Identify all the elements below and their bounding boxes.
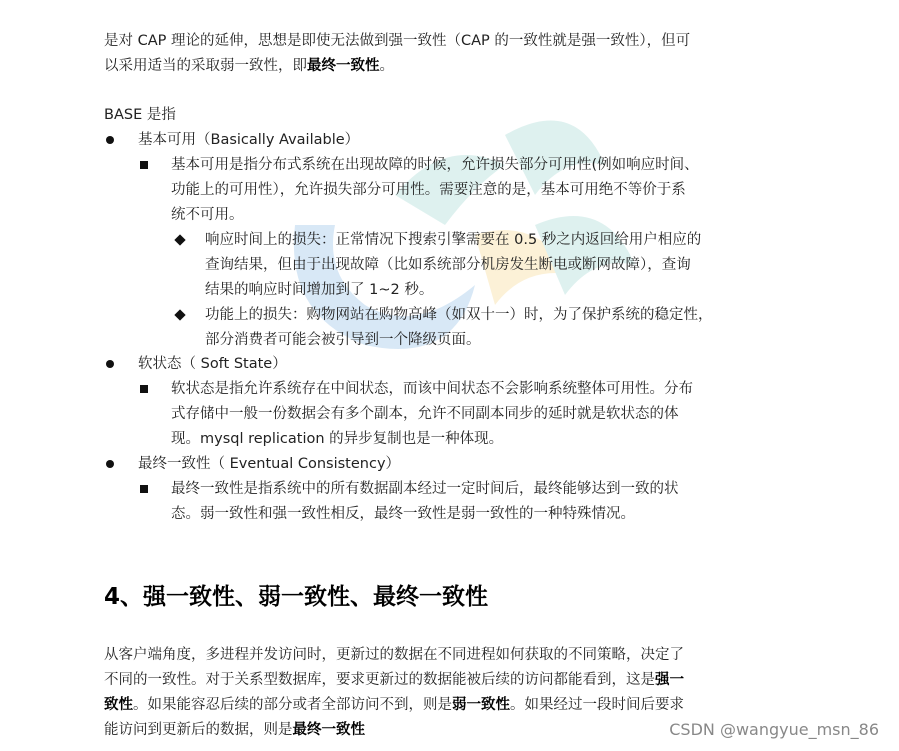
bullet-dot <box>106 360 114 368</box>
section4-line-3: 致性。如果能容忍后续的部分或者全部访问不到，则是弱一致性。如果经过一段时间后要求 <box>104 697 684 713</box>
diamond-bullet <box>174 234 185 245</box>
response-loss-3: 结果的响应时间增加到了 1~2 秒。 <box>205 282 434 298</box>
basic-desc-3: 统不可用。 <box>171 207 244 223</box>
section4-line-2: 不同的一致性。对于关系型数据库，要求更新过的数据能被后续的访问都能看到，这是强一 <box>104 672 684 688</box>
eventual-desc-2: 态。弱一致性和强一致性相反，最终一致性是弱一致性的一种特殊情况。 <box>171 506 635 522</box>
csdn-watermark: CSDN @wangyue_msn_86 <box>669 720 879 739</box>
square-bullet <box>140 161 148 169</box>
soft-state-title: 软状态（ Soft State） <box>138 356 287 372</box>
intro-line-2: 以采用适当的采取弱一致性，即最终一致性。 <box>104 58 394 74</box>
basic-available-title: 基本可用（Basically Available） <box>138 132 360 148</box>
response-loss-2: 查询结果，但由于出现故障（比如系统部分机房发生断电或断网故障），查询 <box>205 257 691 273</box>
bold-weak-consistency: 弱一致性 <box>452 697 510 713</box>
section4-line-4: 能访问到更新后的数据，则是最终一致性 <box>104 722 365 738</box>
eventual-desc-1: 最终一致性是指系统中的所有数据副本经过一定时间后，最终能够达到一致的状 <box>171 481 679 497</box>
bullet-dot <box>106 136 114 144</box>
eventual-title: 最终一致性（ Eventual Consistency） <box>138 456 401 472</box>
bold-strong-consistency-part2: 致性 <box>104 697 133 713</box>
intro-line-1: 是对 CAP 理论的延伸，思想是即使无法做到强一致性（CAP 的一致性就是强一致性），但可 <box>104 33 691 49</box>
basic-desc-1: 基本可用是指分布式系统在出现故障的时候，允许损失部分可用性(例如响应时间、 <box>171 157 699 173</box>
basic-desc-2: 功能上的可用性），允许损失部分可用性。需要注意的是，基本可用绝不等价于系 <box>171 182 686 198</box>
bold-eventual-consistency: 最终一致性 <box>292 722 365 738</box>
diamond-bullet <box>174 309 185 320</box>
soft-desc-2: 式存储中一般一份数据会有多个副本，允许不同副本同步的延时就是软状态的体 <box>171 406 679 422</box>
intro-bold-eventual: 最终一致性 <box>307 58 380 74</box>
bullet-dot <box>106 460 114 468</box>
bold-strong-consistency-part1: 强一 <box>655 672 684 688</box>
square-bullet <box>140 385 148 393</box>
function-loss-1: 功能上的损失：购物网站在购物高峰（如双十一）时，为了保护系统的稳定性， <box>205 307 713 323</box>
base-intro: BASE 是指 <box>104 107 176 123</box>
response-loss-1: 响应时间上的损失：正常情况下搜索引擎需要在 0.5 秒之内返回给用户相应的 <box>205 232 702 248</box>
soft-desc-3: 现。mysql replication 的异步复制也是一种体现。 <box>171 431 504 447</box>
section-heading: 4、强一致性、弱一致性、最终一致性 <box>104 584 489 610</box>
soft-desc-1: 软状态是指允许系统存在中间状态，而该中间状态不会影响系统整体可用性。分布 <box>171 381 693 397</box>
section4-line-1: 从客户端角度，多进程并发访问时，更新过的数据在不同进程如何获取的不同策略，决定了 <box>104 647 684 663</box>
function-loss-2: 部分消费者可能会被引导到一个降级页面。 <box>205 332 481 348</box>
square-bullet <box>140 485 148 493</box>
